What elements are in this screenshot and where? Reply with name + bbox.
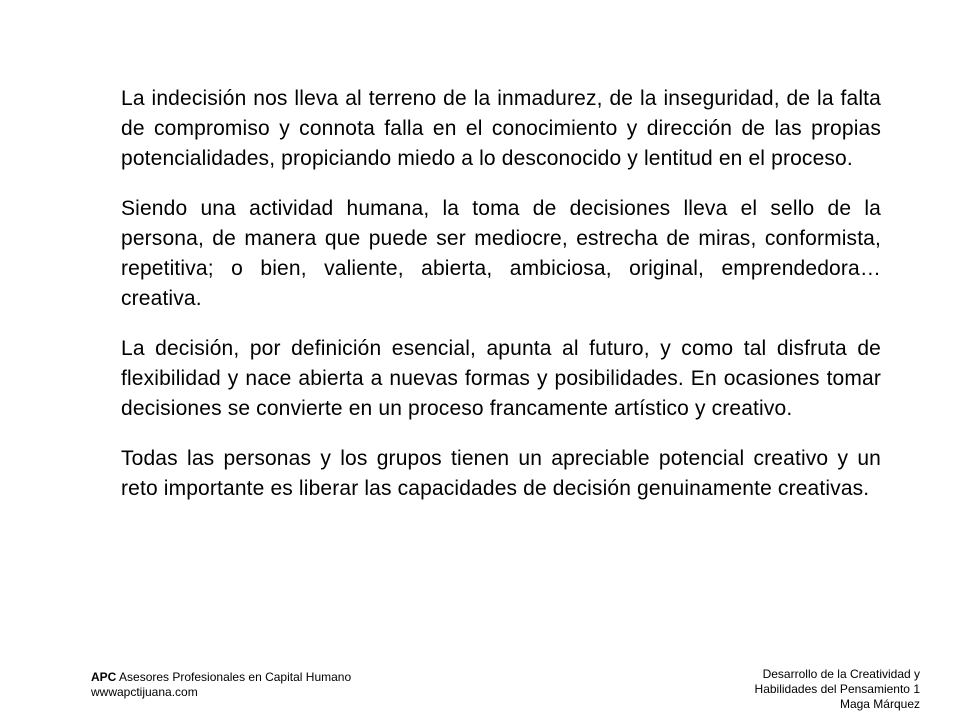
paragraph-human-activity: Siendo una actividad humana, la toma de decisiones lleva el sello de la persona, de manera que puede ser mediocre, estrecha de miras, conformista, repetitiva; o bien, valiente, abierta, ambiciosa, original, emprendedora… creativa. <box>121 197 881 310</box>
paragraph-indecision: La indecisión nos lleva al terreno de la inmadurez, de la inseguridad, de la falta de compromiso y connota falla en el conocimiento y dirección de las propias potencialidades, propiciando miedo a lo desconocido y lentitud en el proceso. <box>121 87 881 170</box>
footer-author: Maga Márquez <box>839 697 920 711</box>
footer-course-line1: Desarrollo de la Creatividad y <box>762 667 920 681</box>
footer-company-name: Asesores Profesionales en Capital Humano <box>119 670 352 684</box>
footer-company-line <box>91 670 351 685</box>
footer-brand: APC <box>91 670 117 684</box>
footer-company <box>91 670 351 700</box>
footer-website: wwwapctijuana.com <box>91 685 198 699</box>
footer-course <box>755 667 920 712</box>
body-text <box>121 84 881 524</box>
paragraph-creative-potential: Todas las personas y los grupos tienen un apreciable potencial creativo y un reto importante es liberar las capacidades de decisión genuinamente creativas. <box>121 447 881 500</box>
paragraph-decision-future: La decisión, por definición esencial, apunta al futuro, y como tal disfruta de flexibilidad y nace abierta a nuevas formas y posibilidades. En ocasiones tomar decisiones se convierte en un proceso francamente artístico y creativo. <box>121 337 881 420</box>
footer-course-line2: Habilidades del Pensamiento 1 <box>754 682 920 696</box>
